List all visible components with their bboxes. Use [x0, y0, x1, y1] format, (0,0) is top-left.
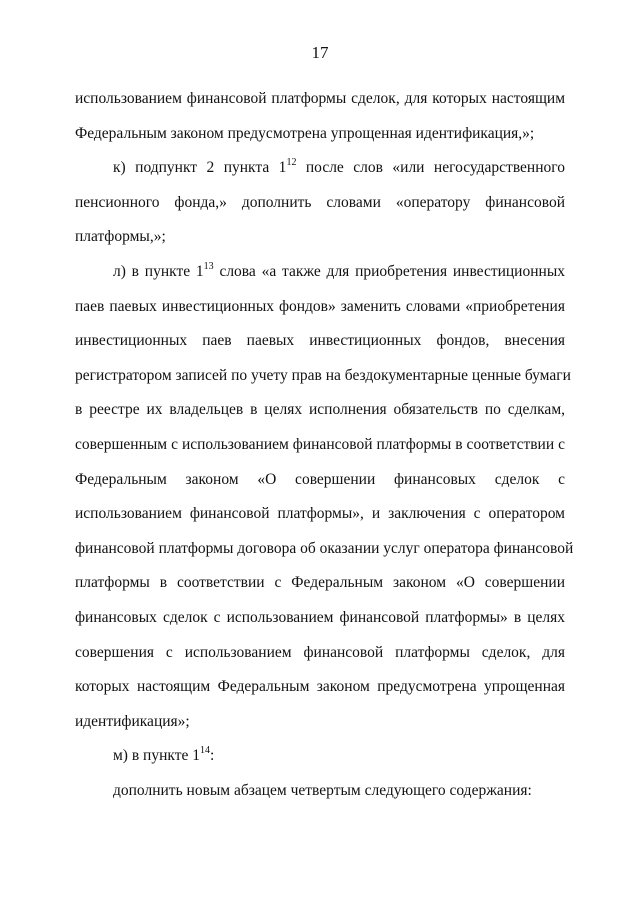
- text-segment: слова «а также для приобретения инвестиционных: [213, 262, 565, 280]
- superscript: 14: [199, 745, 210, 757]
- text-line: финансовых сделок с использованием финансовой платформы» в целях: [75, 608, 565, 626]
- text-segment: после слов «или негосударственного: [296, 159, 565, 177]
- text-line: совершения с использованием финансовой платформы сделок, для: [75, 643, 565, 661]
- text-segment: :: [209, 747, 215, 765]
- paragraph-add: [75, 774, 565, 809]
- paragraph-m: [75, 739, 565, 774]
- text-line: платформы,»;: [75, 228, 166, 246]
- text-segment: к) подпункт 2 пункта 1: [113, 159, 287, 177]
- text-line: регистратором записей по учету прав на бездокументарные ценные бумаги: [75, 366, 571, 384]
- superscript: 12: [286, 157, 297, 169]
- document-body: [75, 82, 574, 808]
- text-line: использованием финансовой платформы сделок, для которых настоящим: [75, 90, 565, 107]
- paragraph: [75, 82, 565, 151]
- paragraph-l: [75, 255, 574, 739]
- text-line: финансовой платформы договора об оказании услуг оператора финансовой: [75, 539, 574, 557]
- text-line: использованием финансовой платформы», и заключения с оператором: [75, 505, 565, 523]
- text-line: инвестиционных паев паевых инвестиционных фондов, внесения: [75, 332, 565, 350]
- page-number: 17: [311, 43, 329, 62]
- text-line: дополнить новым абзацем четвертым следующего содержания:: [113, 781, 532, 799]
- paragraph-k: [75, 151, 565, 255]
- text-segment: л) в пункте 1: [113, 262, 204, 280]
- superscript: 13: [203, 260, 214, 272]
- text-line: совершенным с использованием финансовой платформы в соответствии с: [75, 435, 565, 453]
- text-line: в реестре их владельцев в целях исполнения обязательств по сделкам,: [75, 401, 565, 419]
- text-line: которых настоящим Федеральным законом предусмотрена упрощенная: [75, 678, 565, 696]
- text-line: [75, 151, 565, 186]
- text-line: Федеральным законом предусмотрена упрощенная идентификация,»;: [75, 124, 535, 142]
- text-line: паев паевых инвестиционных фондов» заменить словами «приобретения: [75, 297, 565, 315]
- text-line: Федеральным законом «О совершении финансовых сделок с: [75, 470, 565, 488]
- text-segment: м) в пункте 1: [113, 747, 200, 765]
- text-line: идентификация»;: [75, 712, 190, 730]
- text-line: пенсионного фонда,» дополнить словами «оператору финансовой: [75, 193, 565, 211]
- text-line: [75, 739, 565, 774]
- text-line: [75, 255, 565, 290]
- text-line: платформы в соответствии с Федеральным законом «О совершении: [75, 574, 565, 592]
